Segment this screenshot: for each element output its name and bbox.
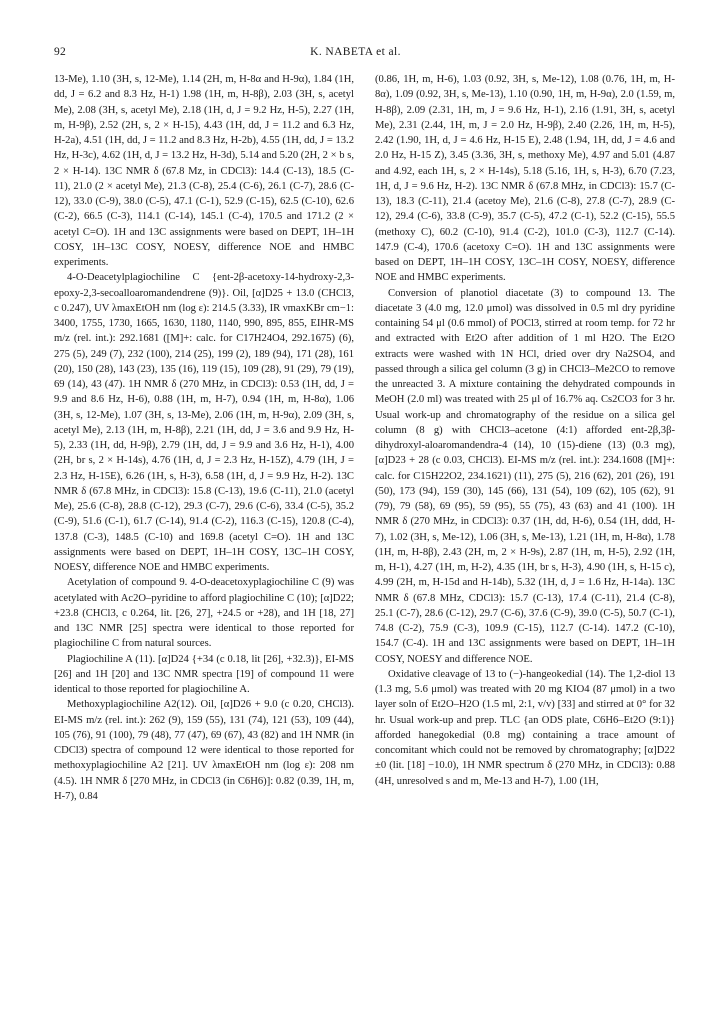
paragraph-acetylation: Acetylation of compound 9. 4-O-deacetoxyplagiochiline C (9) was acetylated with Ac2O–pyridine to afford plagiochiline C (10); [α]D22; +23.8 (CHCl3, c 0.264, lit. [26, 27], +24.5 or +28), and 1H [18, 27] and 13C NMR [25] spectra were identical to those reported for plagiochiline C from natural sources.	[54, 577, 354, 650]
paragraph-continued-nmr: 13-Me), 1.10 (3H, s, 12-Me), 1.14 (2H, m, H-8α and H-9α), 1.84 (1H, dd, J = 6.2 and 8.3 Hz, H-1) 1.98 (1H, m, H-8β), 2.03 (3H, s, acetyl Me), 2.08 (3H, s, acetyl Me), 2.18 (1H, d, J = 9.2 Hz, H-5), 2.27 (1H, m, H-9β), 2.52 (2H, s, 2 × H-15), 4.43 (1H, dd, J = 11.2 and 6.3 Hz, H-2a), 4.51 (1H, dd, J = 11.2 and 8.3 Hz, H-2b), 4.55 (1H, dd, J = 13.2 Hz, H-3c), 4.62 (1H, d, J = 13.2 Hz, H-3d), 5.14 and 5.20 (2H, 2 × b s, 2 × H-14). 13C NMR δ (67.8 Mz, in CDCl3): 14.4 (C-13), 18.5 (C-11), 21.0 (2 × acetyl Me), 21.3 (C-8), 25.4 (C-6), 26.1 (C-7), 28.6 (C-12), 33.0 (C-9), 38.0 (C-5), 47.1 (C-1), 52.9 (C-15), 62.5 (C-10), 62.6 (C-2), 66.5 (C-3), 114.1 (C-14), 145.1 (C-4), 170.5 and 171.2 (2 × acetyl C=O). 1H and 13C assignments were based on DEPT, 1H–1H COSY, 1H–13C COSY, NOESY, difference NOE and HMBC experiments.	[54, 74, 354, 268]
paragraph-compound-9: 4-O-Deacetylplagiochiline C {ent-2β-acetoxy-14-hydroxy-2,3-epoxy-2,3-secoalloaromandendrene (9)}. Oil, [α]D25 + 13.0 (CHCl3, c 0.247), UV λmaxEtOH nm (log ε): 214.5 (3.33), IR νmaxKBr cm−1: 3400, 1755, 1730, 1665, 1630, 1180, 1140, 990, 895, 855, EIHR-MS m/z (rel. int.): 292.1681 ([M]+: calc. for C17H24O4, 292.1675) (6), 275 (5), 249 (7), 232 (100), 214 (25), 199 (2), 189 (94), 171 (28), 161 (20), 150 (28), 143 (23), 135 (16), 119 (15), 109 (28), 91 (29), 79 (19), 69 (14), 43 (47). 1H NMR δ (270 MHz, in CDCl3): 0.53 (1H, dd, J = 9.9 and 8.6 Hz, H-6), 0.88 (1H, m, H-7), 0.94 (1H, m, H-8α), 1.06 (3H, s, 12-Me), 1.07 (3H, s, 13-Me), 2.06 (1H, m, H-9α), 2.09 (3H, s, acetyl Me), 2.13 (1H, m, H-8β), 2.21 (1H, dd, J = 3.6 and 9.9 Hz, H-5), 2.33 (1H, dd, H-9β), 2.79 (1H, dd, J = 9.9 and 3.6 Hz, H-1), 4.00 (2H, br s, 2 × H-14s), 4.76 (1H, d, J = 2.3 Hz, H-15Z), 4.79 (1H, J = 2.3 Hz, H-15E), 6.26 (1H, s, H-3), 6.58 (1H, d, J = 9.9 Hz, H-2). 13C NMR δ (67.8 MHz, in CDCl3): 15.8 (C-13), 19.6 (C-11), 21.0 (acetyl Me), 25.6 (C-8), 28.8 (C-12), 29.3 (C-7), 29.6 (C-6), 33.4 (C-5), 35.2 (C-9), 51.6 (C-1), 61.7 (C-14), 91.4 (C-2), 116.3 (C-15), 120.8 (C-4), 137.8 (C-3), 148.5 (C-10) and 169.8 (acetyl C=O). 1H and 13C assignments were based on DEPT, 1H–1H COSY, 13C–1H COSY, NOESY, difference NOE and HMBC experiments.	[54, 272, 354, 573]
paragraph-methoxyplagiochiline: Methoxyplagiochiline A2(12). Oil, [α]D26 + 9.0 (c 0.20, CHCl3). EI-MS m/z (rel. int.): 262 (9), 159 (55), 131 (74), 121 (53), 109 (44), 105 (76), 91 (100), 79 (48), 77 (47), 69 (67), 43 (82) and 1H NMR (in CDCl3) spectra of compound 12 were identical to those reported for methoxyplagiochiline A2 [21]. UV λmaxEtOH nm (log ε): 208 nm (4.5). 1H NMR δ [270 MHz, in CDCl3 (in C6H6)]: 0.82 (0.39, 1H, m, H-7), 0.84	[54, 699, 354, 802]
right-column	[375, 72, 675, 1002]
paragraph-continued-methoxy: (0.86, 1H, m, H-6), 1.03 (0.92, 3H, s, Me-12), 1.08 (0.76, 1H, m, H-8α), 1.09 (0.92, 3H, s, Me-13), 1.10 (0.90, 1H, m, H-9α), 2.0 (1.59, m, H-8β), 2.09 (2.31, 1H, m, J = 9.6 Hz, H-1), 2.16 (1.91, 3H, s, acetyl Me), 2.31 (2.44, 1H, m, J = 2.0 Hz, H-9β), 2.40 (2.26, 1H, m, H-5), 2.42 (1.90, 1H, d, J = 4.6 Hz, H-15 E), 2.48 (1.94, 1H, dd, J = 4.6 and 2.0 Hz, H-15 Z), 3.45 (3.36, 3H, s, methoxy Me), 4.97 and 5.01 (4.87 and 4.92, each 1H, s, 2 × H-14s), 5.18 (5.16, 1H, s, H-3), 6.70 (7.23, 1H, d, J = 9.6 Hz, H-2). 13C NMR δ (67.8 MHz, in CDCl3): 15.7 (C-13), 18.3 (C-11), 21.4 (acetoy Me), 21.6 (C-8), 27.8 (C-7), 28.9 (C-12), 29.4 (C-6), 33.8 (C-9), 35.7 (C-5), 47.2 (C-1), 52.2 (C-15), 55.5 (methoxy C), 60.2 (C-10), 91.4 (C-2), 101.0 (C-3), 112.7 (C-14). 147.9 (C-4), 170.6 (acetoxy C=O). 1H and 13C assignments were based on DEPT, 1H–1H COSY, 13C–1H COSY, NOESY, difference NOE and HMBC experiments.	[375, 74, 675, 284]
running-head: K. NABETA et al.	[310, 46, 401, 58]
paragraph-conversion: Conversion of planotiol diacetate (3) to compound 13. The diacetate 3 (4.0 mg, 12.0 μmol) was dissolved in 0.5 ml dry pyridine containing 54 μl (0.6 mmol) of POCl3, stirred at room temp. for 72 hr and extracted with Et2O after addition of 1 ml H2O. The Et2O extracts were washed with 1N HCl, dried over dry Na2SO4, and passed through a silica gel column (3 g) in CHCl3–Me2CO to remove the unreacted 3. A mixture containing the dehydrated compounds in MeOH (2.0 ml) was treated with 25 μl of 16.7% aq. Cs2CO3 for 3 hr. Usual work-up and chromatography of the residue on a silica gel column (8 g) with CHCl3–acetone (4:1) afforded ent-2β,3β-dihydroxyl-aloaromandendra-4 (14), 10 (15)-diene (13) (0.3 mg), [α]D23 + 28 (c 0.03, CHCl3). EI-MS m/z (rel. int.): 234.1608 ([M]+: calc. for C15H22O2, 234.1621) (11), 275 (5), 216 (62), 201 (26), 191 (50), 173 (94), 159 (30), 145 (66), 131 (54), 109 (62), 105 (62), 91 (79), 79 (58), 69 (95), 59 (95), 55 (75), 43 (63) and 41 (100). 1H NMR δ (270 MHz, in CDCl3): 0.37 (1H, dd, H-6), 0.54 (1H, ddd, H-7), 1.02 (3H, s, Me-12), 1.06 (3H, s, Me-13), 1.21 (1H, m, H-8α), 1.78 (1H, m, H-8β), 2.43 (2H, m, 2 × H-9s), 2.87 (1H, m, H-5), 2.92 (1H, m, H-1), 4.27 (1H, m, H-2), 4.35 (1H, br s, H-3), 4.90 (1H, s, H-15 c), 4.99 (2H, m, H-15d and H-14b), 5.32 (1H, d, J = 1.6 Hz, H-14a). 13C NMR δ (67.8 MHz, CDCl3): 15.7 (C-13), 17.4 (C-11), 21.4 (C-8), 25.1 (C-7), 28.6 (C-12), 29.7 (C-6), 37.6 (C-9), 39.0 (C-5), 50.7 (C-1), 74.8 (C-2), 75.9 (C-3), 109.9 (C-15), 112.7 (C-14). 147.2 (C-10), 154.7 (C-4). 1H and 13C assignments were based on DEPT, 1H–1H COSY, NOESY and difference NOE.	[375, 287, 675, 665]
paragraph-plagiochiline-a: Plagiochiline A (11). [α]D24 {+34 (c 0.18, lit [26], +32.3)}, EI-MS [26] and 1H [20] and 13C NMR spectra [19] of compound 11 were identical to those reported for plagiochiline A.	[54, 653, 354, 695]
page-number: 92	[54, 46, 66, 58]
left-column	[54, 72, 354, 1002]
paragraph-oxidative-cleavage: Oxidative cleavage of 13 to (−)-hangeokedial (14). The 1,2-diol 13 (1.3 mg, 5.6 μmol) was treated with 20 mg KIO4 (87 μmol) in a two layer soln of Et2O–H2O (1.5 ml, 2:1, v/v) [33] and stirred at 0° for 32 hr. Usual work-up and prep. TLC {an ODS plate, C6H6–Et2O (9:1)} afforded hanegokedial (0.8 mg) containing a trace amount of concomitant which could not be removed by chromatography; [α]D22 ±0 (lit. [18] −10.0), 1H NMR spectrum δ (270 MHz, in CDCl3): 0.88 (4H, unresolved s and m, Me-13 and H-7), 1.00 (1H,	[375, 668, 675, 787]
